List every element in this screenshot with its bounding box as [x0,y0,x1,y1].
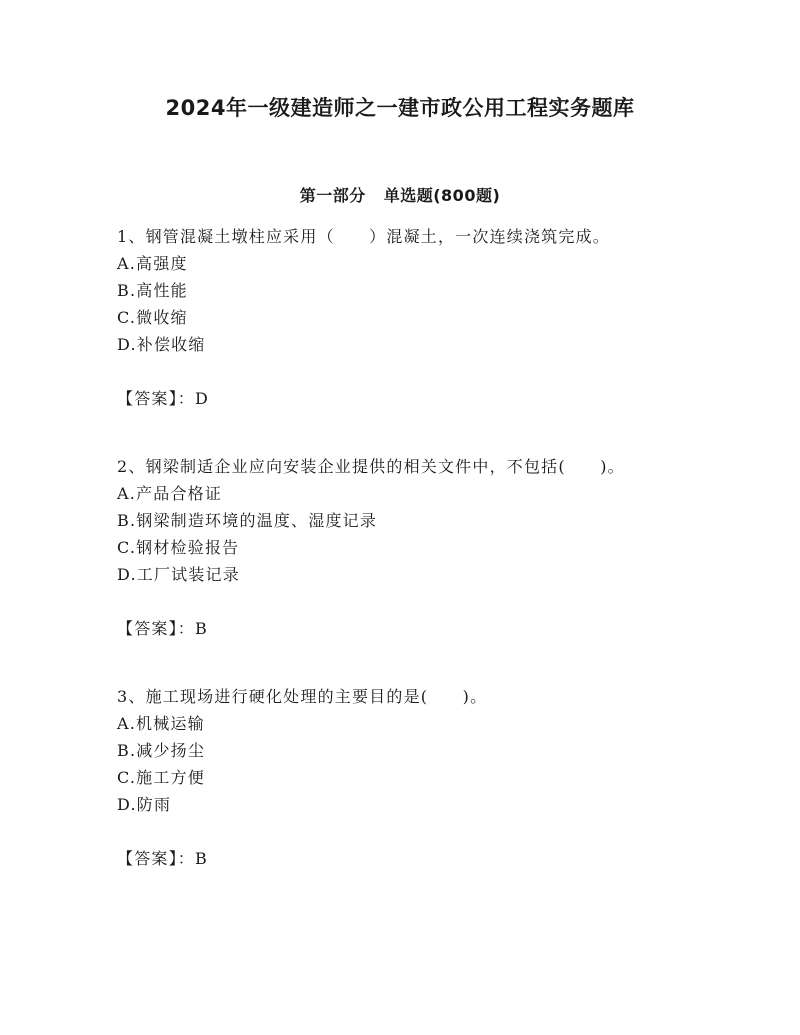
option-b: B.减少扬尘 [117,741,206,760]
option-c: C.钢材检验报告 [117,538,240,557]
section-name: 单选题(800题) [383,186,501,205]
question-stem: 1、钢管混凝土墩柱应采用（ ）混凝土，一次连续浇筑完成。 [117,227,610,246]
question-3 [117,683,717,872]
section-part: 第一部分 [299,186,366,205]
document-title: 2024年一级建造师之一建市政公用工程实务题库 [165,96,635,120]
option-d: D.防雨 [117,795,172,814]
question-stem: 2、钢梁制适企业应向安装企业提供的相关文件中，不包括( )。 [117,457,625,476]
answer-label: 【答案】： [117,849,196,868]
option-b: B.钢梁制造环境的温度、湿度记录 [117,511,378,530]
option-c: C.施工方便 [117,768,205,787]
question-stem: 3、施工现场进行硬化处理的主要目的是( )。 [117,687,488,706]
answer-line [117,615,717,642]
option-b: B.高性能 [117,281,188,300]
option-d: D.工厂试装记录 [117,565,240,584]
answer-line [117,385,717,412]
answer-label: 【答案】： [117,389,196,408]
option-a: A.高强度 [117,254,188,273]
answer-value: B [195,619,208,638]
option-a: A.机械运输 [117,714,205,733]
answer-value: B [195,849,208,868]
option-c: C.微收缩 [117,308,188,327]
answer-label: 【答案】： [117,619,196,638]
section-title [0,183,800,206]
question-2 [117,453,717,642]
option-a: A.产品合格证 [117,484,223,503]
answer-value: D [195,389,210,408]
question-1 [117,223,717,412]
answer-line [117,845,717,872]
option-d: D.补偿收缩 [117,335,206,354]
